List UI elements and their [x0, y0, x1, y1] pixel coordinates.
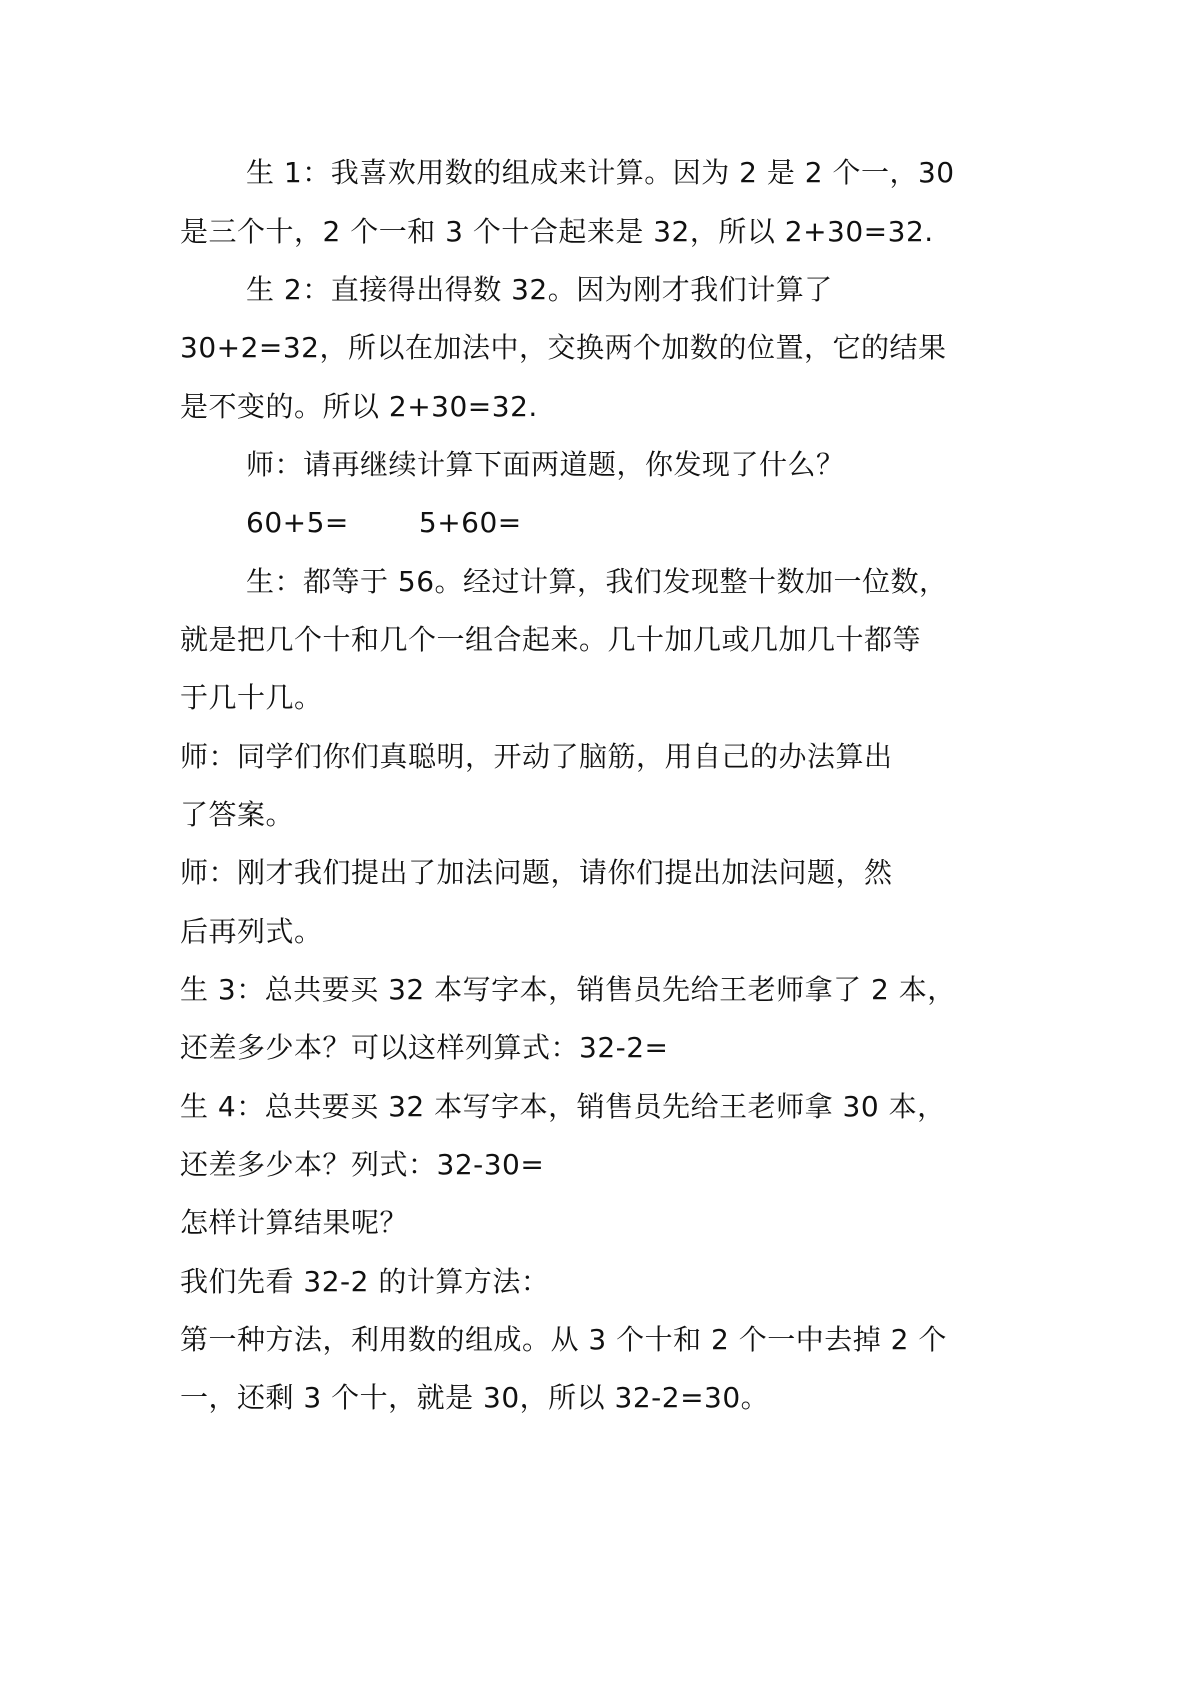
- equation-line: [246, 503, 522, 543]
- paragraph-line: 师：请再继续计算下面两道题，你发现了什么？: [246, 448, 845, 481]
- equation-60-plus-5: 60+5=: [246, 506, 349, 539]
- paragraph-line: 生 2：直接得出得数 32。因为刚才我们计算了: [246, 273, 833, 306]
- paragraph-line: 于几十几。: [180, 681, 323, 714]
- paragraph-line: 师：刚才我们提出了加法问题，请你们提出加法问题，然: [180, 856, 893, 889]
- paragraph-line: 一，还剩 3 个十，就是 30，所以 32-2=30。: [180, 1381, 770, 1414]
- paragraph-line: 是三个十，2 个一和 3 个十合起来是 32，所以 2+30=32.: [180, 215, 934, 248]
- paragraph-line: 后再列式。: [180, 915, 323, 948]
- paragraph-line: 是不变的。所以 2+30=32.: [180, 390, 538, 423]
- paragraph-line: 怎样计算结果呢？: [180, 1206, 409, 1239]
- paragraph-line: 生 3：总共要买 32 本写字本，销售员先给王老师拿了 2 本，: [180, 973, 956, 1006]
- paragraph-line: 第一种方法，利用数的组成。从 3 个十和 2 个一中去掉 2 个: [180, 1323, 947, 1356]
- paragraph-line: 了答案。: [180, 798, 295, 831]
- paragraph-line: 30+2=32，所以在加法中，交换两个加数的位置，它的结果: [180, 331, 947, 364]
- paragraph-line: 生：都等于 56。经过计算，我们发现整十数加一位数，: [246, 565, 948, 598]
- paragraph-line: 师：同学们你们真聪明，开动了脑筋，用自己的办法算出: [180, 740, 893, 773]
- equation-5-plus-60: 5+60=: [418, 506, 522, 539]
- paragraph-line: 生 1：我喜欢用数的组成来计算。因为 2 是 2 个一，30: [246, 156, 955, 189]
- paragraph-line: 还差多少本？列式：32-30=: [180, 1148, 545, 1181]
- paragraph-line: 还差多少本？可以这样列算式：32-2=: [180, 1031, 669, 1064]
- paragraph-line: 我们先看 32-2 的计算方法：: [180, 1265, 550, 1298]
- paragraph-line: 生 4：总共要买 32 本写字本，销售员先给王老师拿 30 本，: [180, 1090, 946, 1123]
- paragraph-line: 就是把几个十和几个一组合起来。几十加几或几加几十都等: [180, 623, 922, 656]
